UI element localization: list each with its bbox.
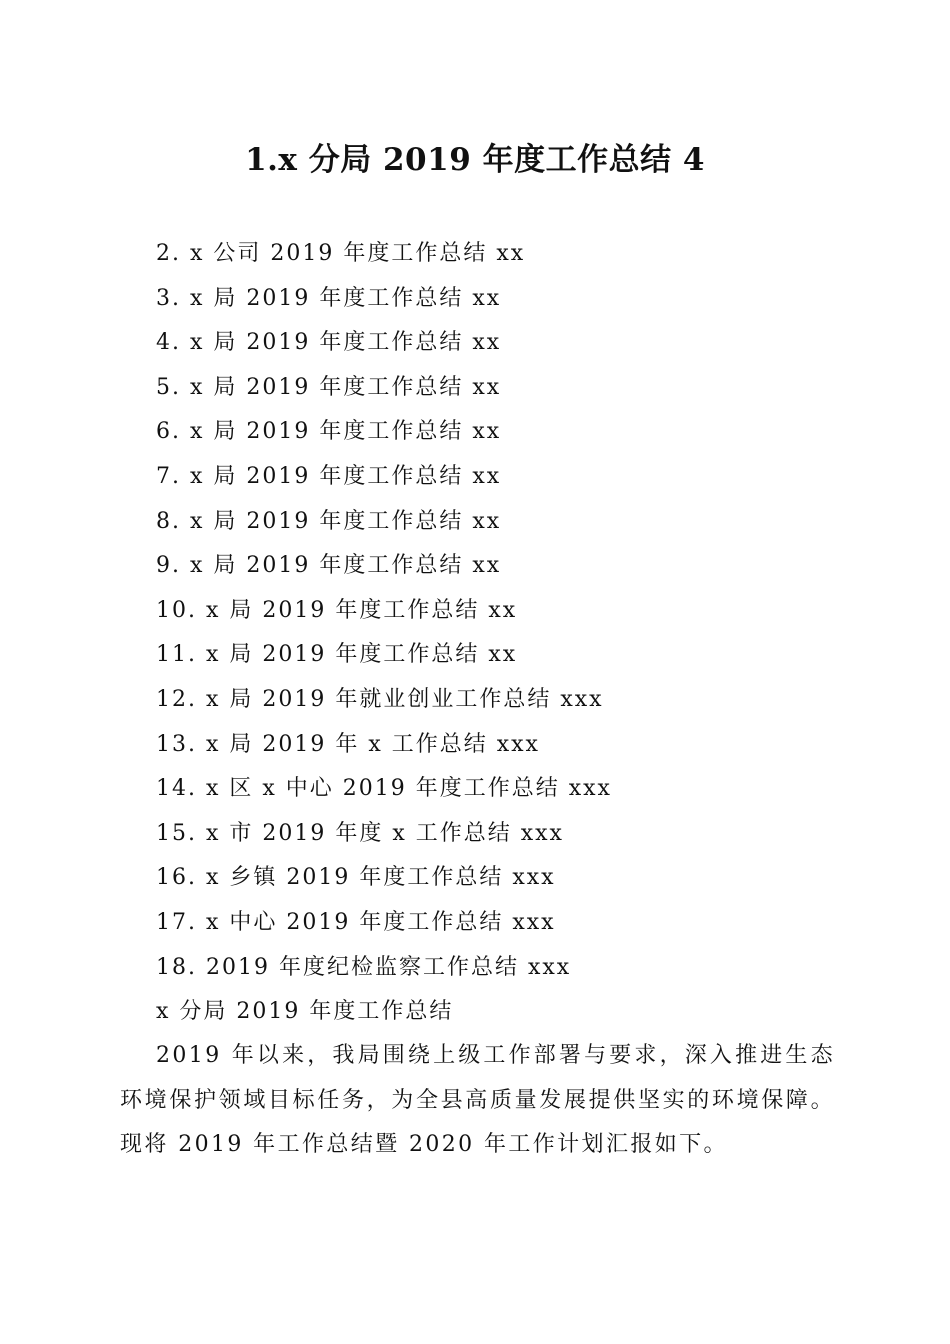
toc-item: 16. x 乡镇 2019 年度工作总结 xxx: [156, 865, 556, 891]
toc-item: 17. x 中心 2019 年度工作总结 xxx: [156, 909, 556, 935]
toc-item: 3. x 局 2019 年度工作总结 xx: [156, 285, 502, 311]
toc-item: 10. x 局 2019 年度工作总结 xx: [156, 597, 518, 623]
toc-item: 7. x 局 2019 年度工作总结 xx: [156, 463, 502, 489]
document-title: 1.x 分局 2019 年度工作总结 4: [245, 142, 705, 178]
toc-item: 2. x 公司 2019 年度工作总结 xx: [156, 241, 526, 266]
toc-item: 5. x 局 2019 年度工作总结 xx: [156, 374, 502, 400]
toc-item: 9. x 局 2019 年度工作总结 xx: [156, 553, 502, 579]
intro-paragraph: 2019 年以来，我局围绕上级工作部署与要求，深入推进生态环境保护领域目标任务，为全县高质量发展提供坚实的环境保障。现将 2019 年工作总结暨 2020 年工作计划汇报如下。: [120, 1043, 835, 1157]
toc-item: 13. x 局 2019 年 x 工作总结 xxx: [156, 731, 540, 757]
toc-item: 4. x 局 2019 年度工作总结 xx: [156, 330, 502, 356]
section-heading: x 分局 2019 年度工作总结: [156, 999, 454, 1024]
toc-item: 6. x 局 2019 年度工作总结 xx: [156, 419, 502, 445]
toc-item: 11. x 局 2019 年度工作总结 xx: [156, 642, 518, 668]
toc-item: 15. x 市 2019 年度 x 工作总结 xxx: [156, 820, 564, 846]
table-of-contents: [156, 232, 612, 990]
toc-item: 14. x 区 x 中心 2019 年度工作总结 xxx: [156, 776, 612, 802]
toc-item: 12. x 局 2019 年就业创业工作总结 xxx: [156, 686, 604, 712]
toc-item: 8. x 局 2019 年度工作总结 xx: [156, 508, 502, 534]
toc-item: 18. 2019 年度纪检监察工作总结 xxx: [156, 954, 572, 980]
